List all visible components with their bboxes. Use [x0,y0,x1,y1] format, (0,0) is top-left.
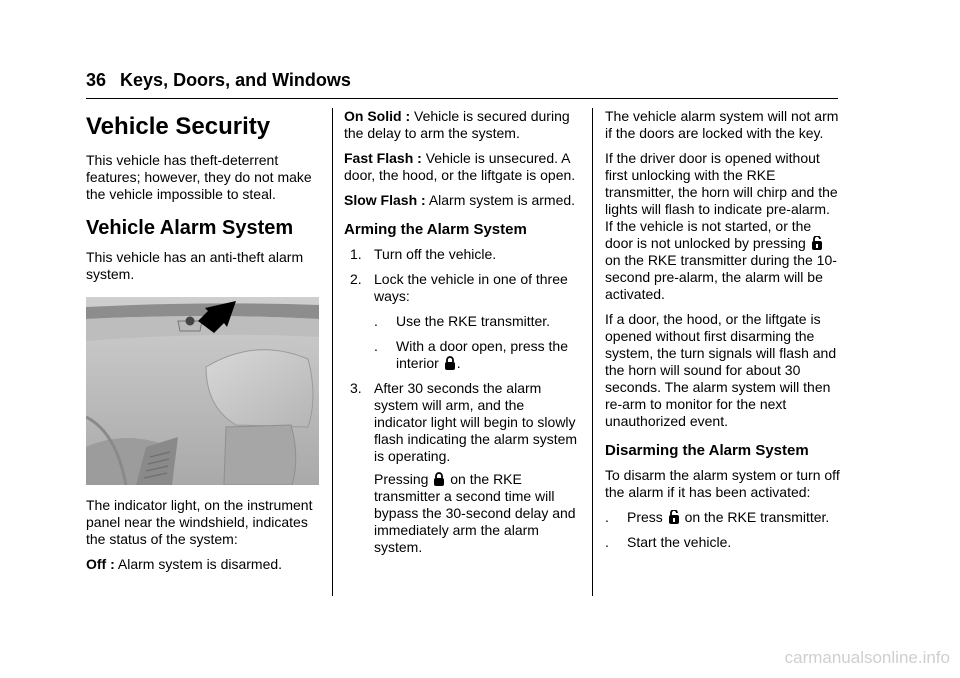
pre-alarm-paragraph [605,150,841,303]
intro-paragraph: This vehicle has theft-deterrent features; however, they do not make the vehicle impossible to steal. [86,152,312,202]
alarm-trigger-paragraph: If a door, the hood, or the liftgate is opened without first disarming the system, the turn signals will flash and the horn will sound for about 30 seconds. The alarm system will then re-arm to monitor for the next unauthorized event. [605,311,837,429]
bullet-text: With a door open, press the interior [396,338,568,371]
alarm-intro-paragraph: This vehicle has an anti-theft alarm system. [86,249,304,282]
dashboard-indicator-figure [86,297,319,485]
key-lock-paragraph: The vehicle alarm system will not arm if the doors are locked with the key. [605,108,839,141]
page-header [86,70,351,91]
arming-step-1 [344,246,580,263]
disarm-method-2 [605,534,841,551]
lock-method-2 [344,338,580,372]
step-number: 1. [350,246,362,262]
column-1 [86,108,320,581]
status-on-solid [344,108,580,142]
column-2 [344,108,580,564]
status-slow-term: Slow Flash : [344,192,426,208]
step-number: 3. [350,380,362,396]
status-slow-flash [344,192,580,209]
bullet-mark: . [374,338,378,354]
status-off-desc: Alarm system is disarmed. [117,556,283,572]
lock-icon [444,356,456,370]
step-text: Turn off the vehicle. [374,246,497,262]
status-off [86,556,320,573]
bullet-text-post: on the RKE transmitter. [684,509,830,525]
column-divider-2 [592,108,593,596]
lock-method-1 [344,313,580,330]
bullet-mark: . [605,509,609,525]
bullet-end: . [456,355,461,371]
unlock-icon [811,236,823,250]
section-heading-arming: Arming the Alarm System [344,221,527,238]
page-number: 36 [86,70,107,90]
column-divider-1 [332,108,333,596]
step-text-pre: Pressing [374,471,429,487]
disarm-method-1 [605,509,841,526]
section-heading-vehicle-security: Vehicle Security [86,113,271,140]
header-divider [86,98,838,99]
chapter-title: Keys, Doors, and Windows [120,70,351,90]
status-fast-flash [344,150,580,184]
section-heading-disarming: Disarming the Alarm System [605,442,809,459]
step-text-post: on the RKE transmitter a second time will bypass the 30-second delay and immediately arm the alarm system. [374,471,576,555]
bullet-mark: . [374,313,378,329]
step-number: 2. [350,271,362,287]
arming-step-2 [344,271,580,305]
section-heading-alarm-system: Vehicle Alarm System [86,217,294,239]
step-text: After 30 seconds the alarm system will arm, and the indicator light will begin to slowly flash indicating the alarm system is operating. [374,380,578,464]
bullet-text-pre: Press [627,509,663,525]
pre-alarm-text-pre: If the driver door is opened without first unlocking with the RKE transmitter, the horn will chirp and the lights will flash to indicate pre-alarm. If the vehicle is not started, or the door is not unlocked by pressing [605,150,838,251]
status-fast-desc: Vehicle is unsecured. A door, the hood, or the liftgate is open. [344,150,576,183]
watermark: carmanualsonline.info [784,648,950,667]
disarm-intro: To disarm the alarm system or turn off the alarm if it has been activated: [605,467,840,500]
status-on-term: On Solid : [344,108,411,124]
column-3 [605,108,841,559]
status-fast-term: Fast Flash : [344,150,422,166]
bullet-text: Use the RKE transmitter. [396,313,551,329]
status-off-term: Off : [86,556,115,572]
indicator-caption: The indicator light, on the instrument panel near the windshield, indicates the status of the system: [86,497,313,547]
pre-alarm-text-post: on the RKE transmitter during the 10-second pre-alarm, the alarm will be activated. [605,252,837,302]
arming-step-3 [344,380,580,465]
lock-icon [433,472,445,486]
status-on-desc: Vehicle is secured during the delay to arm the system. [344,108,570,141]
bullet-mark: . [605,534,609,550]
step-text: Lock the vehicle in one of three ways: [374,271,568,304]
bullet-text: Start the vehicle. [627,534,732,550]
unlock-icon [668,510,680,524]
status-slow-desc: Alarm system is armed. [428,192,576,208]
arming-step-3-continued [344,471,580,556]
